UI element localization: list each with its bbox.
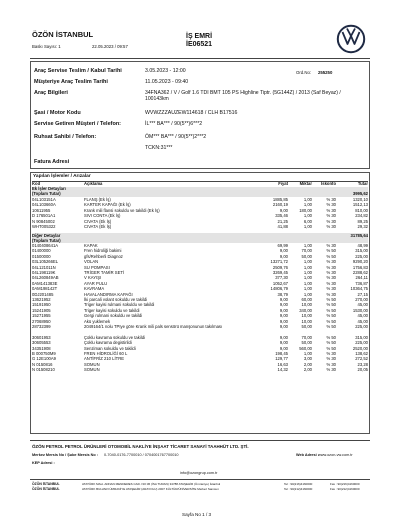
cell-miktar: 340,00: [299, 307, 312, 313]
cell-kod: 04L198119K: [32, 270, 56, 275]
cell-iskonto: % 30: [326, 207, 336, 213]
footer-company: ÖZÖN PETROL PETROL ÜRÜNLERİ OTOMOBİL NAKLİYE İNŞAAT TİCARET SANAYİ TAAHHÜT LTD. ŞTİ.: [32, 444, 249, 449]
cell-fiyat: 335,46: [275, 213, 288, 219]
vw-logo-icon: [336, 24, 366, 54]
cell-miktar: 1,00: [303, 291, 312, 297]
cell-aciklama: KARTER KAPAĞI (Ek İş): [84, 202, 131, 208]
cell-iskonto: % 30: [326, 218, 336, 224]
cell-tutar: 234,82: [355, 213, 368, 219]
cell-iskonto: % 30: [326, 213, 336, 219]
cell-fiyat: 129,77: [275, 356, 288, 362]
cell-iskonto: % 50: [326, 334, 336, 340]
cell-fiyat: 9,00: [279, 324, 288, 329]
parts-group-label: Ek İşler Detayları: [32, 186, 66, 191]
cell-aciklama: ANTİFRİZ 210 LİTRE: [84, 356, 125, 362]
cell-fiyat: 14,32: [277, 367, 288, 373]
cell-iskonto: % 30: [326, 243, 336, 248]
cell-iskonto: % 30: [326, 361, 336, 367]
cell-kod: 27068950: [32, 318, 51, 324]
cell-aciklama: SIVI CONTA (Ek İş): [84, 213, 121, 219]
cell-miktar: 10,00: [301, 302, 312, 308]
branch-name-2: ÖZÖN İSTANBUL: [32, 487, 60, 491]
cell-iskonto: % 30: [326, 291, 336, 297]
col-tutar: Tutar: [357, 181, 368, 186]
cell-miktar: 50,00: [301, 253, 312, 259]
cell-aciklama: Çoklu kavrama degistirildi: [84, 340, 132, 346]
cell-fiyat: 9,00: [279, 248, 288, 254]
cell-aciklama: FLANŞ (Ek İş): [84, 197, 111, 202]
cell-miktar: 70,00: [301, 334, 312, 340]
cell-aciklama: CIVATA (Ek İş): [84, 218, 112, 224]
cell-kod: 0AM141383E: [32, 280, 58, 286]
cell-aciklama: KAPAK: [84, 243, 98, 248]
cell-kod: 13621952: [32, 297, 51, 302]
cell-fiyat: 9,00: [279, 340, 288, 346]
print-copy: Baskı Sayısı: 1: [32, 44, 61, 49]
cell-kod: 03L105266EL: [32, 259, 59, 265]
branch-address-1: ATATÜRK MAH. ADNAN MENDERES CAD. NO:36 (İSA TURAN) 34788 ATAŞEHİR (Ümraniye) İstanbul: [82, 482, 221, 486]
cell-fiyat: 13271,72: [270, 259, 288, 265]
cell-fiyat: 21,25: [277, 218, 288, 224]
branch-address-2: ATATÜRK BULVARI ÜMRANİYE ATAŞEHİR (ARAYOLU) 2007 KÜLTÜR/ÜNİVERSİTE Merkez Samsun: [82, 487, 219, 491]
table-row: [32, 224, 368, 229]
cell-fiyat: 9,00: [279, 345, 288, 351]
cell-kod: 30605553: [32, 340, 51, 346]
info-label-getiren: Servise Getiren Müşteri / Telefon:: [34, 121, 122, 127]
cell-aciklama: SU POMPASI: [84, 264, 110, 270]
cell-aciklama: TRİGER TAMİR SETİ: [84, 270, 125, 275]
cell-fiyat: 14806,79: [270, 286, 288, 292]
cell-miktar: 1,00: [303, 351, 312, 356]
cell-aciklama: SOMUN: [84, 367, 100, 373]
cell-miktar: 1,00: [303, 197, 312, 202]
cell-miktar: 70,00: [301, 248, 312, 254]
cell-aciklama: 2049164/1 nolu TPIye göre Krank mili pals sensörü manşonunun takılması: [84, 324, 223, 329]
cell-aciklama: İki parcali volant sokuldu ve takildi: [84, 297, 148, 302]
cell-iskonto: % 30: [326, 259, 336, 265]
cell-aciklama: Gergi rulmani sokuldu ve takildi: [84, 313, 143, 319]
cell-miktar: 560,00: [299, 345, 312, 351]
cell-kod: 15271955: [32, 313, 51, 319]
cell-tutar: 9290,20: [352, 259, 368, 265]
cell-miktar: 50,00: [301, 324, 312, 329]
cell-miktar: 1,00: [303, 202, 312, 208]
table-row: [32, 367, 368, 372]
branch-fax-1: Fax : 90(216)4160000: [330, 482, 360, 486]
cell-iskonto: % 30: [326, 202, 336, 208]
cell-aciklama: KAVRAMA: [84, 286, 105, 292]
cell-kod: 0140408641A: [32, 243, 59, 248]
cell-fiyat: 198,45: [275, 351, 288, 356]
cell-tutar: 1512,13: [352, 202, 368, 208]
company-name: ÖZÖN İSTANBUL: [32, 30, 94, 39]
cell-fiyat: 1052,67: [272, 280, 288, 286]
cell-iskonto: % 50: [326, 345, 336, 351]
cell-fiyat: 9,00: [279, 313, 288, 319]
cell-kod: N 90845002: [32, 218, 55, 224]
cell-tutar: 29,32: [357, 224, 368, 229]
footer-kep-label: KEP Adresi :: [32, 461, 55, 465]
cell-tutar: 225,00: [355, 324, 368, 329]
operations-title: Yapılan İşlemler / Arızalar: [33, 174, 91, 179]
table-row: [32, 324, 368, 329]
cell-iskonto: % 50: [326, 340, 336, 346]
cell-miktar: 1,00: [303, 286, 312, 292]
cell-aciklama: V KAYIŞI: [84, 275, 102, 281]
cell-aciklama: Senziman sokuldu ve takildi: [84, 345, 136, 351]
branch-fax-2: Fax : 90(212)4160000: [330, 487, 360, 491]
cell-iskonto: % 50: [326, 302, 336, 308]
cell-fiyat: 9,00: [279, 334, 288, 340]
cell-iskonto: % 50: [326, 248, 336, 254]
cell-tutar: 2288,62: [352, 270, 368, 275]
cell-iskonto: % 30: [326, 367, 336, 373]
cell-aciklama: VOLAN: [84, 259, 99, 265]
cell-aciklama: gfs/Rehberli Diagnoz: [84, 253, 123, 259]
cell-aciklama: Triger kayisi rulmani sokuldu ve takildi: [84, 302, 155, 308]
cell-fiyat: 16,63: [277, 361, 288, 367]
cell-iskonto: % 30: [326, 275, 336, 281]
branch-name-1: ÖZÖN İSTANBUL: [32, 482, 60, 486]
info-label-arac: Araç Bilgileri: [34, 90, 68, 96]
info-value-kabul: 3.05.2023 - 12:00: [145, 68, 186, 74]
cell-miktar: 180,00: [299, 207, 312, 213]
cell-iskonto: % 50: [326, 313, 336, 319]
cell-aciklama: Akü yuklemek: [84, 318, 111, 324]
cell-aciklama: FREN HİDROLİĞİ 60 L: [84, 351, 128, 356]
cell-tutar: 810,00: [355, 207, 368, 213]
cell-miktar: 1,00: [303, 224, 312, 229]
cell-fiyat: 377,30: [275, 275, 288, 281]
page-number: Sayfa No 1 / 3: [182, 512, 212, 517]
cell-kod: N 0150816: [32, 361, 53, 367]
cell-tutar: 1320,10: [352, 197, 368, 202]
parts-group-total-row: [32, 191, 368, 196]
cell-fiyat: 1885,85: [272, 197, 288, 202]
info-label-fatura: Fatura Adresi: [34, 159, 70, 165]
cell-iskonto: % 30: [326, 224, 336, 229]
cell-iskonto: % 50: [326, 318, 336, 324]
cell-kod: 01500000: [32, 253, 51, 259]
cell-iskonto: % 50: [326, 307, 336, 313]
cell-miktar: 1,00: [303, 270, 312, 275]
cell-tutar: 272,52: [355, 356, 368, 362]
info-value-tckn: TCKN:31***: [145, 145, 173, 151]
cell-iskonto: % 30: [326, 197, 336, 202]
footer-email[interactable]: info@ozongrup.com.tr: [180, 471, 218, 475]
cell-iskonto: % 30: [326, 280, 336, 286]
cell-aciklama: Triger kayisi sokuldu ve takildi: [84, 307, 140, 313]
cell-miktar: 10,00: [301, 318, 312, 324]
info-label-sasi: Şasi / Motor Kodu: [34, 110, 81, 116]
cell-fiyat: 2509,76: [272, 264, 288, 270]
cell-fiyat: 69,99: [277, 243, 288, 248]
cell-aciklama: Krank mili flansi sokuldu ve takildi (Ek İş): [84, 207, 160, 213]
parts-group-total: 3995,62: [352, 191, 368, 196]
cell-iskonto: % 50: [326, 297, 336, 302]
cell-fiyat: 3269,45: [272, 270, 288, 275]
cell-kod: 01400000: [32, 248, 51, 254]
cell-kod: 04L103660A: [32, 202, 56, 208]
info-label-ruhsat: Ruhsat Sahibi / Telefon:: [34, 134, 97, 140]
cell-tutar: 315,00: [355, 248, 368, 254]
cell-tutar: 20,05: [357, 367, 368, 373]
cell-iskonto: % 50: [326, 324, 336, 329]
cell-miktar: 6,00: [303, 218, 312, 224]
cell-iskonto: % 30: [326, 286, 336, 292]
cell-kod: 15191950: [32, 302, 51, 308]
cell-fiyat: 9,00: [279, 302, 288, 308]
cell-kod: 34351908: [32, 345, 51, 351]
cell-kod: 0DJ201485: [32, 291, 54, 297]
cell-miktar: 10,00: [301, 313, 312, 319]
cell-kod: 0AM198142T: [32, 286, 58, 292]
info-label-kabul: Araç Servise Teslim / Kabul Tarihi: [34, 68, 122, 74]
parts-group-subtitle: (Toplam Tutar): [32, 191, 61, 196]
cell-miktar: 50,00: [301, 340, 312, 346]
order-no-label: Ord.No:: [296, 70, 312, 75]
col-miktar: Miktar: [299, 181, 312, 186]
col-kod: Kod: [32, 181, 41, 186]
cell-fiyat: 9,00: [279, 207, 288, 213]
cell-fiyat: 9,00: [279, 318, 288, 324]
branch-phone-1: Tel : 90(216)4160000: [284, 482, 313, 486]
cell-miktar: 1,00: [303, 243, 312, 248]
cell-fiyat: 38,79: [277, 291, 288, 297]
cell-miktar: 1,00: [303, 280, 312, 286]
cell-miktar: 1,00: [303, 275, 312, 281]
cell-miktar: 1,00: [303, 264, 312, 270]
footer-mersis-value: 0-7040-0176-7700010 / 0704001767700010: [104, 453, 179, 457]
cell-tutar: 89,25: [357, 218, 368, 224]
order-no: 255250: [318, 70, 333, 75]
cell-miktar: 2,00: [303, 361, 312, 367]
cell-tutar: 270,00: [355, 297, 368, 302]
col-iskonto: İskonto: [321, 181, 336, 186]
info-value-sasi: WVWZZZAUZEW114618 / CLH B17516: [145, 110, 238, 116]
cell-kod: G 12E100A9: [32, 356, 56, 362]
cell-kod: WHT005322: [32, 224, 56, 229]
info-value-arac: 34FNA362 / V / Golf 1.6 TDI BMT 105 PS Highline Tiptr. (5G144Z) / 2013 (Saf Beyaz) / 100143km: [145, 90, 341, 103]
branch-phone-2: Tel : 90(212)4160000: [284, 487, 313, 491]
cell-tutar: 736,87: [355, 280, 368, 286]
cell-miktar: 3,00: [303, 356, 312, 362]
details-group-subtitle: (Toplam Tutar): [32, 237, 61, 243]
cell-miktar: 1,00: [303, 259, 312, 265]
cell-miktar: 1,00: [303, 213, 312, 219]
cell-fiyat: 2160,19: [272, 202, 288, 208]
cell-tutar: 225,00: [355, 253, 368, 259]
col-fiyat: Fiyat: [278, 181, 288, 186]
cell-tutar: 2520,00: [352, 345, 368, 351]
cell-kod: 15241905: [32, 307, 51, 313]
print-date: 22.05.2023 / 09:57: [92, 44, 128, 49]
info-value-teslim: 11.05.2023 - 09:40: [145, 79, 189, 85]
cell-tutar: 138,62: [355, 351, 368, 356]
cell-kod: 04L121011N: [32, 264, 56, 270]
cell-iskonto: % 30: [326, 270, 336, 275]
details-group-total: 31785,64: [350, 232, 368, 238]
doc-number: İE06521: [186, 41, 213, 48]
cell-iskonto: % 50: [326, 253, 336, 259]
cell-iskonto: % 30: [326, 264, 336, 270]
cell-miktar: 60,00: [301, 297, 312, 302]
col-aciklama: Açıklama: [84, 181, 103, 186]
footer-mersis-label: Merkez Mersis No / Şube Mersis No :: [32, 453, 99, 457]
cell-tutar: 48,99: [357, 243, 368, 248]
cell-aciklama: AYAR PULU: [84, 280, 108, 286]
info-label-teslim: Müşteriye Araç Teslim Tarihi: [34, 79, 108, 85]
doc-type: İŞ EMRİ: [186, 33, 213, 40]
cell-tutar: 27,15: [357, 291, 368, 297]
cell-tutar: 10364,75: [350, 286, 368, 292]
cell-fiyat: 41,88: [277, 224, 288, 229]
cell-kod: 04L103151A: [32, 197, 56, 202]
details-group-label: Diğer Detaylar: [32, 232, 61, 238]
cell-fiyat: 9,00: [279, 307, 288, 313]
cell-tutar: 1756,83: [352, 264, 368, 270]
footer-web-value[interactable]: www.ozon-vw.com.tr: [318, 453, 353, 457]
cell-aciklama: Fren hidroliği bakimi: [84, 248, 122, 254]
cell-tutar: 225,00: [355, 340, 368, 346]
cell-tutar: 1530,00: [352, 307, 368, 313]
cell-kod: 10611955: [32, 207, 51, 213]
cell-aciklama: SOMUN: [84, 361, 100, 367]
cell-kod: 30601953: [32, 334, 51, 340]
cell-aciklama: Çoklu kavrama sokuldu ve takildi: [84, 334, 145, 340]
cell-tutar: 23,28: [357, 361, 368, 367]
cell-aciklama: CIVATA (Ek İş): [84, 224, 112, 229]
cell-tutar: 264,11: [355, 275, 368, 281]
cell-tutar: 45,00: [357, 313, 368, 319]
cell-miktar: 2,00: [303, 367, 312, 373]
footer-web-label: Web Adresi :: [296, 453, 319, 457]
cell-kod: 04L260849AB: [32, 275, 59, 281]
info-value-ruhsat: ÖM*** BA*** / 90(5**)2***2: [145, 134, 207, 140]
cell-iskonto: % 30: [326, 351, 336, 356]
cell-tutar: 45,00: [357, 302, 368, 308]
cell-kod: N 01508210: [32, 367, 55, 373]
cell-fiyat: 9,00: [279, 253, 288, 259]
cell-kod: B 000750M9: [32, 351, 56, 356]
cell-aciklama: HAVALANDIRMA KAPAĞI: [84, 291, 133, 297]
info-value-getiren: İL*** BA*** / 90(5**)6***2: [145, 121, 203, 127]
cell-kod: 28732399: [32, 324, 51, 329]
cell-kod: D 176501A1: [32, 213, 56, 219]
cell-fiyat: 9,00: [279, 297, 288, 302]
cell-tutar: 315,00: [355, 334, 368, 340]
cell-iskonto: % 30: [326, 356, 336, 362]
cell-tutar: 45,00: [357, 318, 368, 324]
